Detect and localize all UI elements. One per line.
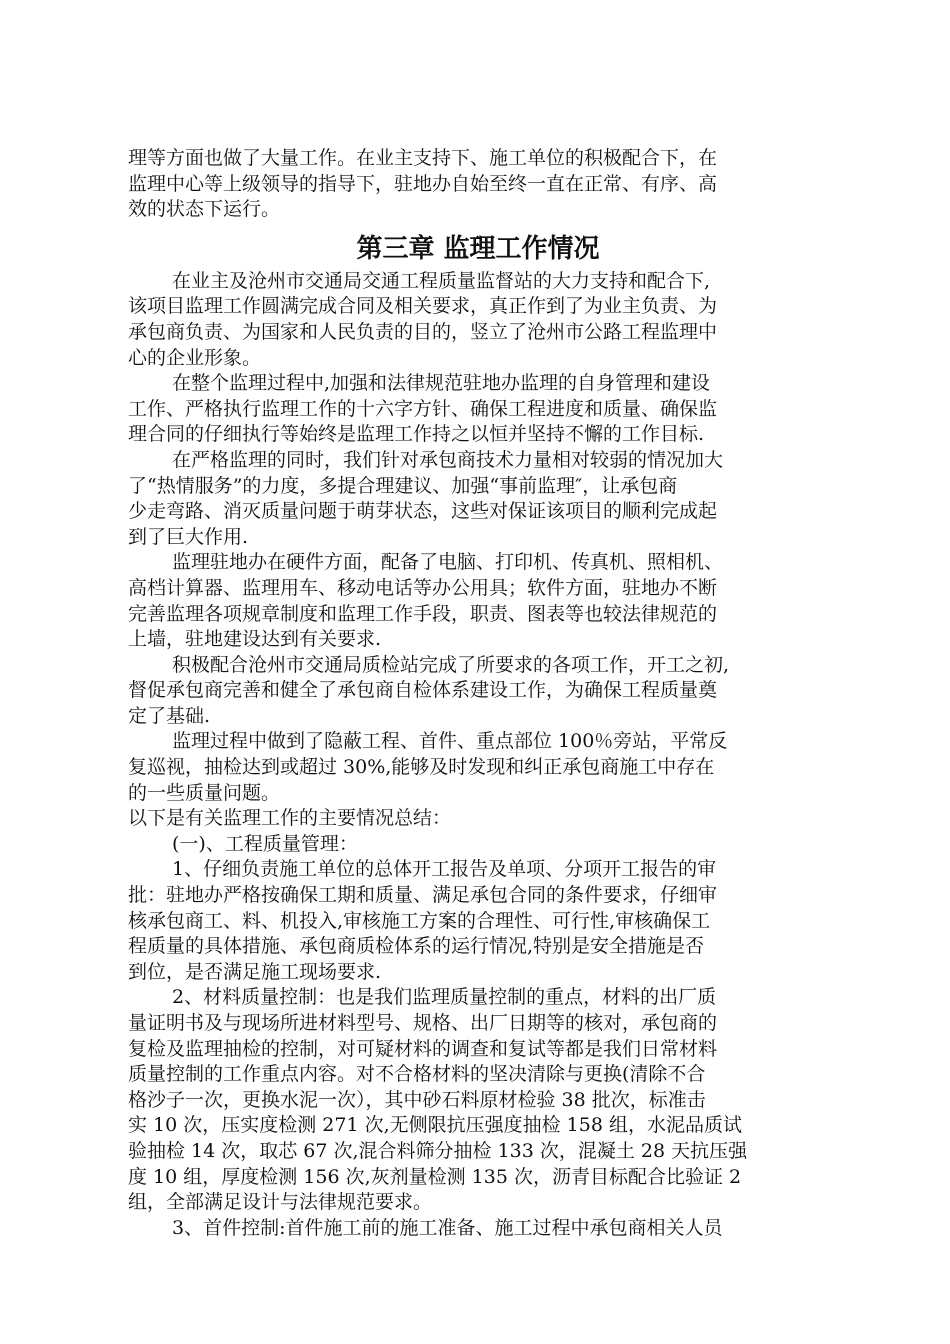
text-line: 高档计算器、监理用车、移动电话等办公用具；软件方面，驻地办不断 [128,576,718,599]
text-line: 心的企业形象。 [128,346,262,369]
text-line: 在整个监理过程中,加强和法律规范驻地办监理的自身管理和建设 [172,372,711,395]
text-line: 验抽检 14 次，取芯 67 次,混合料筛分抽检 133 次，混凝土 28 天抗压强 [128,1139,748,1162]
text-line: 完善监理各项规章制度和监理工作手段，职责、图表等也较法律规范的 [128,602,718,625]
text-line: 实 10 次，压实度检测 271 次,无侧限抗压强度抽检 158 组，水泥品质试 [128,1114,742,1137]
text-line: 督促承包商完善和健全了承包商自检体系建设工作，为确保工程质量奠 [128,679,718,702]
paragraph-5 [128,653,828,730]
text-line: 到了巨大作用. [128,525,249,548]
text-line: 在严格监理的同时，我们针对承包商技术力量相对较弱的情况加大 [172,448,724,471]
text-line: 理合同的仔细执行等始终是监理工作持之以恒并坚持不懈的工作目标. [128,423,705,446]
text-line: 上墙，驻地建设达到有关要求. [128,628,382,651]
item-1 [128,857,828,985]
text-line: 格沙子一次，更换水泥一次），其中砂石料原材检验 38 批次，标准击 [128,1088,706,1111]
paragraph-6 [128,729,828,806]
text-line: 组，全部满足设计与法律规范要求。 [128,1191,433,1214]
text-line: 3、首件控制:首件施工前的施工准备、施工过程中承包商相关人员 [172,1216,723,1239]
paragraph-2 [128,371,828,448]
paragraph-4 [128,550,828,652]
text-line: 质量控制的工作重点内容。对不合格材料的坚决清除与更换(清除不合 [128,1063,706,1086]
text-line: 积极配合沧州市交通局质检站完成了所要求的各项工作，开工之初, [172,653,730,676]
text-line: 定了基础. [128,704,211,727]
text-line: 少走弯路、消灭质量问题于萌芽状态，这些对保证该项目的顺利完成起 [128,500,718,523]
text-line: 承包商负责、为国家和人民负责的目的，竖立了沧州市公路工程监理中 [128,320,718,343]
summary-line: 以下是有关监理工作的主要情况总结： [128,807,452,830]
intro-paragraph [128,146,828,223]
text-line: 复巡视，抽检达到或超过 30%,能够及时发现和纠正承包商施工中存在 [128,756,715,779]
text-line: 度 10 组，厚度检测 156 次,灰剂量检测 135 次，沥青目标配合比验证 2 [128,1165,742,1188]
document-page [128,146,828,1241]
text-line: 1、仔细负责施工单位的总体开工报告及单项、分项开工报告的审 [172,858,717,881]
section-heading: (一)、工程质量管理： [172,832,358,855]
text-line: 监理驻地办在硬件方面，配备了电脑、打印机、传真机、照相机、 [172,551,724,574]
paragraph-1 [128,269,828,371]
item-2 [128,985,828,1215]
text-line: 程质量的具体措施、承包商质检体系的运行情况,特别是安全措施是否 [128,935,705,958]
text-line: 理等方面也做了大量工作。在业主支持下、施工单位的积极配合下，在 [128,147,718,169]
text-line: 的一些质量问题。 [128,781,281,804]
text-line: 复检及监理抽检的控制，对可疑材料的调查和复试等都是我们日常材料 [128,1037,718,1060]
text-line: 该项目监理工作圆满完成合同及相关要求，真正作到了为业主负责、为 [128,295,718,318]
text-line: 效的状态下运行。 [128,198,281,221]
text-line: 2、材料质量控制：也是我们监理质量控制的重点，材料的出厂质 [172,986,717,1009]
item-3 [128,1216,828,1242]
text-line: 监理过程中做到了隐蔽工程、首件、重点部位 100％旁站，平常反 [172,730,728,753]
text-line: 批：驻地办严格按确保工期和质量、满足承包合同的条件要求，仔细审 [128,884,718,907]
text-line: 了“热情服务”的力度，多提合理建议、加强“事前监理″，让承包商 [128,474,678,497]
text-line: 核承包商工、料、机投入,审核施工方案的合理性、可行性,审核确保工 [128,909,711,932]
text-line: 在业主及沧州市交通局交通工程质量监督站的大力支持和配合下, [172,269,711,292]
chapter-title: 第三章 监理工作情况 [356,233,600,264]
paragraph-3 [128,448,828,550]
text-line: 到位，是否满足施工现场要求. [128,960,382,983]
text-line: 监理中心等上级领导的指导下，驻地办自始至终一直在正常、有序、高 [128,172,718,195]
text-line: 量证明书及与现场所进材料型号、规格、出厂日期等的核对，承包商的 [128,1012,718,1034]
text-line: 工作、严格执行监理工作的十六字方针、确保工程进度和质量、确保监 [128,397,718,420]
